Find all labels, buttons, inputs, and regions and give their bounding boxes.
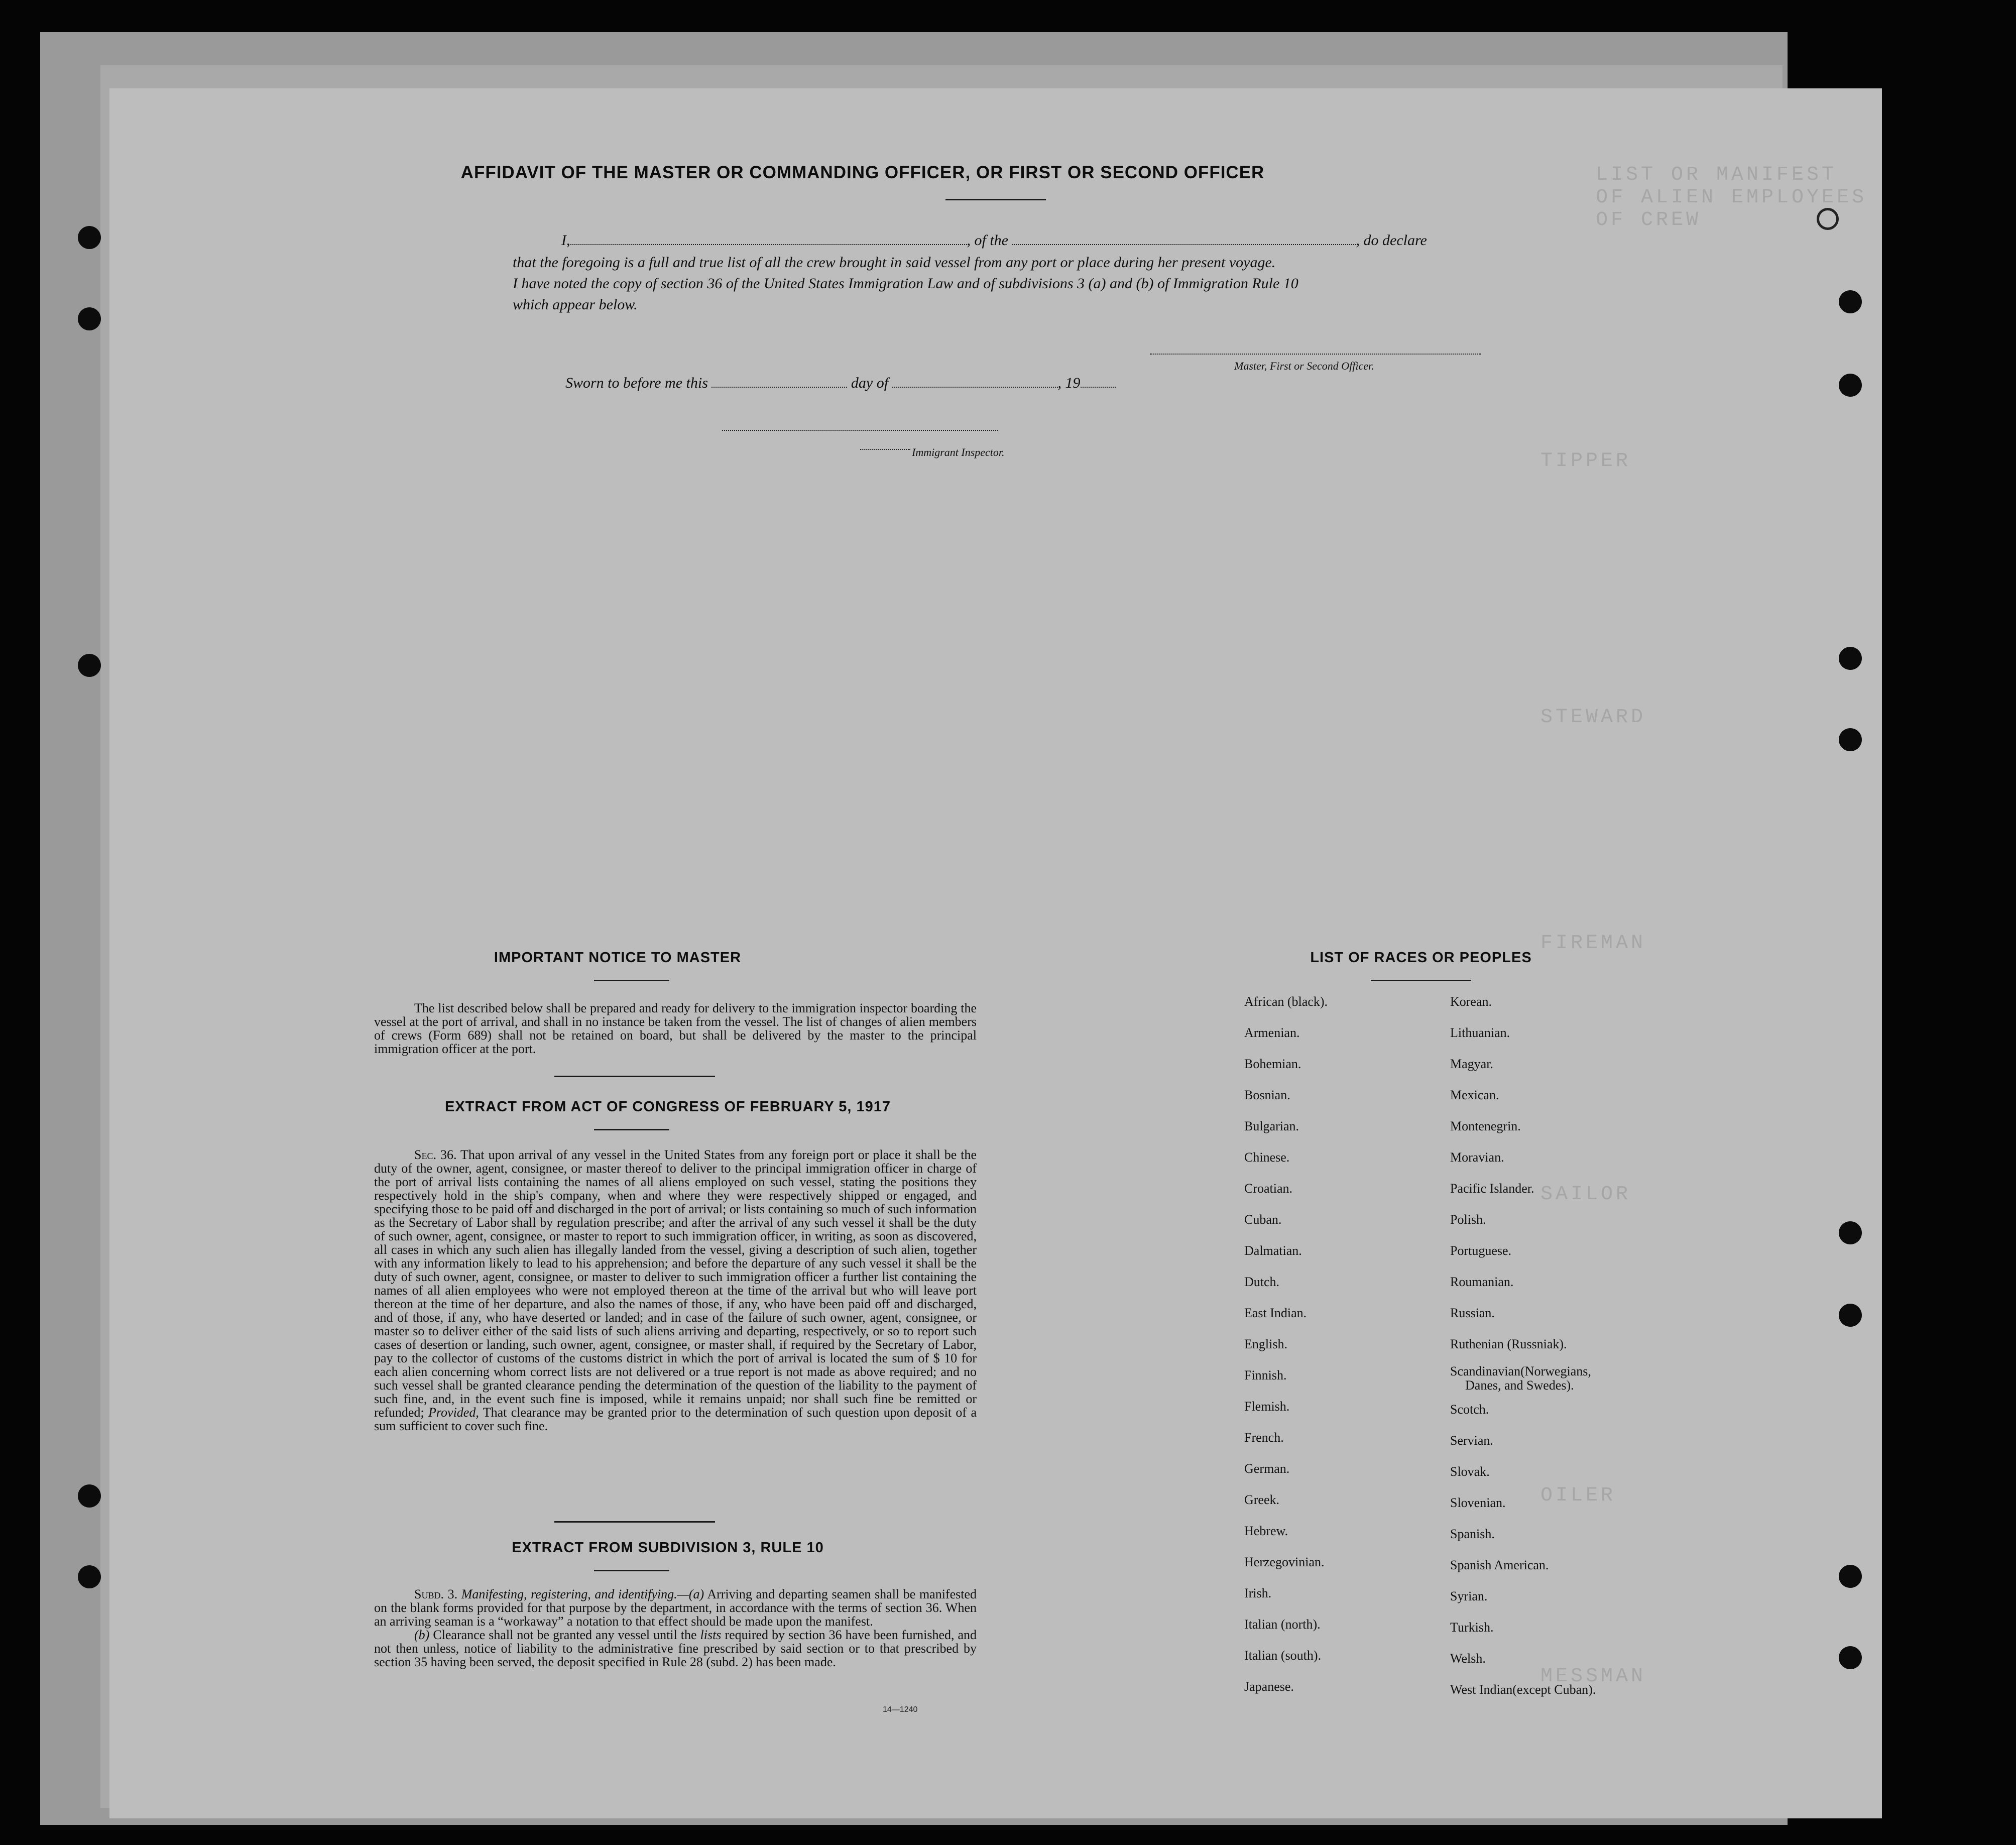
race-item: Russian. (1450, 1306, 1495, 1320)
title-underline (945, 199, 1046, 200)
act-text-proviso: That clearance may be granted prior to the determination of such question upon deposit of a sum sufficient to cover such fine. (374, 1405, 977, 1433)
race-item: Italian (south). (1244, 1648, 1322, 1663)
rule-underline (594, 1570, 669, 1571)
race-item: Scandinavian(Norwegians, (1450, 1364, 1591, 1378)
declaration-declare: , do declare (1356, 232, 1427, 249)
binder-hole (78, 1484, 101, 1508)
race-item: Syrian. (1450, 1589, 1488, 1603)
bleed-through: MESSMAN (1540, 1665, 1646, 1688)
race-item: Hebrew. (1244, 1524, 1288, 1538)
sworn-label: Sworn to before me this (565, 375, 708, 391)
race-item: Servian. (1450, 1433, 1493, 1448)
bleed-through: STEWARD (1540, 706, 1646, 729)
rule-text-b1: Clearance shall not be granted any vessel until the (433, 1628, 697, 1642)
race-item: Chinese. (1244, 1150, 1290, 1165)
inspector-signature-line[interactable] (722, 430, 998, 431)
race-item: Spanish. (1450, 1527, 1495, 1541)
race-item: Spanish American. (1450, 1558, 1549, 1572)
declaration-line-1 (561, 232, 1427, 249)
race-item: German. (1244, 1461, 1290, 1476)
section-divider (554, 1076, 715, 1077)
race-item: Portuguese. (1450, 1243, 1512, 1258)
race-item: Irish. (1244, 1586, 1272, 1600)
bleed-through: LIST OR MANIFEST OF ALIEN EMPLOYEES OF CREW (1596, 164, 1867, 232)
sworn-year-field[interactable] (1081, 387, 1116, 388)
race-item: Scotch. (1450, 1402, 1489, 1417)
declaration-line-3: I have noted the copy of section 36 of the United States Immigration Law and of subdivisions 3 (a) and (b) of Immigration Rule 10 (513, 275, 1298, 292)
race-item: Lithuanian. (1450, 1025, 1510, 1040)
race-item: Moravian. (1450, 1150, 1504, 1165)
inspector-signature-field[interactable] (860, 449, 910, 450)
race-item: Magyar. (1450, 1057, 1493, 1071)
race-item: Japanese. (1244, 1679, 1294, 1694)
declaration-i: I, (561, 232, 570, 249)
race-item: Turkish. (1450, 1620, 1494, 1635)
races-title: LIST OF RACES OR PEOPLES (1310, 950, 1532, 966)
declaration-of-the: , of the (967, 232, 1008, 249)
binder-hole (1839, 647, 1862, 670)
race-item: Croatian. (1244, 1181, 1293, 1196)
race-item: Bosnian. (1244, 1088, 1290, 1102)
race-item: English. (1244, 1337, 1287, 1351)
binder-hole (1839, 1646, 1862, 1669)
rule-title: EXTRACT FROM SUBDIVISION 3, RULE 10 (512, 1540, 824, 1556)
binder-hole (1839, 1565, 1862, 1588)
race-item: Korean. (1450, 994, 1492, 1009)
inspector-caption: Immigrant Inspector. (912, 446, 1005, 458)
binder-hole (1839, 374, 1862, 397)
declaration-line-4: which appear below. (513, 296, 638, 313)
binder-hole (1839, 1304, 1862, 1327)
race-item: Pacific Islander. (1450, 1181, 1534, 1196)
sworn-line (565, 375, 1116, 392)
subdivision-label: Subd. 3. (414, 1587, 458, 1601)
race-item: Finnish. (1244, 1368, 1287, 1382)
bleed-through: OILER (1540, 1484, 1616, 1507)
races-rule (1371, 980, 1471, 981)
declaration-line-2: that the foregoing is a full and true list of all the crew brought in said vessel from any port or place during her present voyage. (513, 254, 1276, 271)
master-name-field[interactable] (570, 244, 967, 245)
race-item: Flemish. (1244, 1399, 1290, 1414)
act-rule (594, 1129, 669, 1130)
lists-word: lists (700, 1628, 722, 1642)
notice-rule (594, 980, 669, 981)
sworn-day-field[interactable] (711, 387, 847, 388)
race-item: Polish. (1450, 1212, 1486, 1227)
subdivision-heading: Manifesting, registering, and identifying.—(a) (461, 1587, 704, 1601)
bleed-through: TIPPER (1540, 450, 1631, 473)
race-item: Herzegovinian. (1244, 1555, 1325, 1569)
clause-b-label: (b) (414, 1628, 430, 1642)
bleed-through: SAILOR (1540, 1183, 1631, 1206)
act-text (374, 1148, 977, 1433)
binder-hole (78, 226, 101, 249)
race-item: Dutch. (1244, 1275, 1280, 1289)
race-item: Greek. (1244, 1492, 1280, 1507)
binder-hole (1817, 208, 1839, 230)
binder-hole (1839, 728, 1862, 751)
race-item: West Indian(except Cuban). (1450, 1682, 1596, 1697)
race-item: Bohemian. (1244, 1057, 1301, 1071)
race-item: Montenegrin. (1450, 1119, 1521, 1133)
officer-signature-field[interactable] (1150, 354, 1481, 355)
race-item: Slovenian. (1450, 1495, 1506, 1510)
notice-paragraph: The list described below shall be prepared and ready for delivery to the immigration inspector boarding the vessel at the port of arrival, and shall in no instance be taken from the vessel. The list of changes of alien members of crews (Form 689) shall not be retained on board, but shall be delivered by the master to the principal immigration officer at the port. (374, 1001, 977, 1056)
race-item: Welsh. (1450, 1651, 1486, 1666)
race-item: East Indian. (1244, 1306, 1307, 1320)
notice-title: IMPORTANT NOTICE TO MASTER (494, 950, 742, 966)
race-item: French. (1244, 1430, 1284, 1445)
race-item: Bulgarian. (1244, 1119, 1299, 1133)
provided-word: Provided, (428, 1405, 479, 1420)
binder-hole (78, 307, 101, 330)
race-item: Mexican. (1450, 1088, 1499, 1102)
year-label: , 19 (1057, 375, 1081, 391)
race-item: African (black). (1244, 994, 1328, 1009)
act-title: EXTRACT FROM ACT OF CONGRESS OF FEBRUARY 5, 1917 (444, 1099, 891, 1115)
race-item: Danes, and Swedes). (1465, 1378, 1574, 1393)
race-item: Slovak. (1450, 1464, 1490, 1479)
binder-hole (1839, 1221, 1862, 1244)
rule-text (374, 1587, 977, 1669)
binder-hole (1839, 290, 1862, 313)
binder-hole (78, 1565, 101, 1588)
race-item: Ruthenian (Russniak). (1450, 1337, 1567, 1351)
race-item: Roumanian. (1450, 1275, 1514, 1289)
document-page (109, 88, 1882, 1818)
race-item: Armenian. (1244, 1025, 1300, 1040)
affidavit-title: AFFIDAVIT OF THE MASTER OR COMMANDING OFFICER, OR FIRST OR SECOND OFFICER (460, 163, 1265, 182)
section-label: Sec. 36. (414, 1147, 457, 1162)
section-divider (554, 1521, 715, 1523)
rule-text-a: Arriving and departing seamen shall be manifested on the blank forms provided for that purpose by the department, in accordance with the terms of section 36. When an arriving seaman is a “workaway” a notation to that effect should be made upon the manifest. (374, 1587, 977, 1629)
notice-text (374, 1001, 977, 1056)
sworn-month-field[interactable] (892, 387, 1058, 388)
race-item: Italian (north). (1244, 1617, 1321, 1632)
day-of-label: day of (851, 375, 889, 391)
officer-signature-caption: Master, First or Second Officer. (1234, 360, 1374, 372)
race-item: Dalmatian. (1244, 1243, 1302, 1258)
bleed-through: FIREMAN (1540, 932, 1646, 955)
race-item: Cuban. (1244, 1212, 1282, 1227)
act-text-main: That upon arrival of any vessel in the United States from any foreign port or place it shall be the duty of the owner, agent, consignee, or master thereof to deliver to the principal immigration officer in charge of the port of arrival lists containing the names of all aliens employed on such vessel, stating the positions they respectively hold in the ship's company, when and where they were respectively shipped or engaged, and specifying those to be paid off and discharged in the port of arrival; or lists containing so much of such information as the Secretary of Labor shall by regulation prescribe; and after the arrival of any such vessel it shall be the duty of such owner, agent, consignee, or master to report to such immigration officer, in writing, as soon as discovered, all cases in which any such alien has illegally landed from the vessel, giving a description of such alien, together with any information likely to lead to his apprehension; and before the departure of any such vessel it shall be the duty of such owner, agent, consignee, or master to deliver to such immigration officer a further list containing the names of all alien employees who were not employed thereon at the time of the arrival but who will leave port thereon at the time of her departure, and also the names of those, if any, who have been paid off and discharged, and of those, if any, who have deserted or landed; and in case of the failure of such owner, agent, consignee, or master so to deliver either of the said lists of such aliens arriving and departing, respectively, or so to report such cases of desertion or landing, such owner, agent, consignee, or master shall, if required by the Secretary of Labor, pay to the collector of customs of the customs district in which the port of arrival is located the sum of $ 10 for each alien concerning whom correct lists are not delivered or a true report is not made as above required; and no such vessel shall be granted clearance pending the determination of the question of the liability to the payment of such fine, and, in the event such fine is imposed, while it remains unpaid; nor shall such fine be remitted or refunded; (374, 1147, 977, 1420)
rule-text-b2: required by section 36 have been furnished, and not then unless, notice of liability to the administrative fine prescribed by said section or to that prescribed by section 35 having been served, the deposit specified in Rule 28 (subd. 2) has been made. (374, 1628, 977, 1669)
vessel-name-field[interactable] (1012, 244, 1356, 245)
form-number: 14—1240 (883, 1705, 918, 1714)
binder-hole (78, 654, 101, 677)
